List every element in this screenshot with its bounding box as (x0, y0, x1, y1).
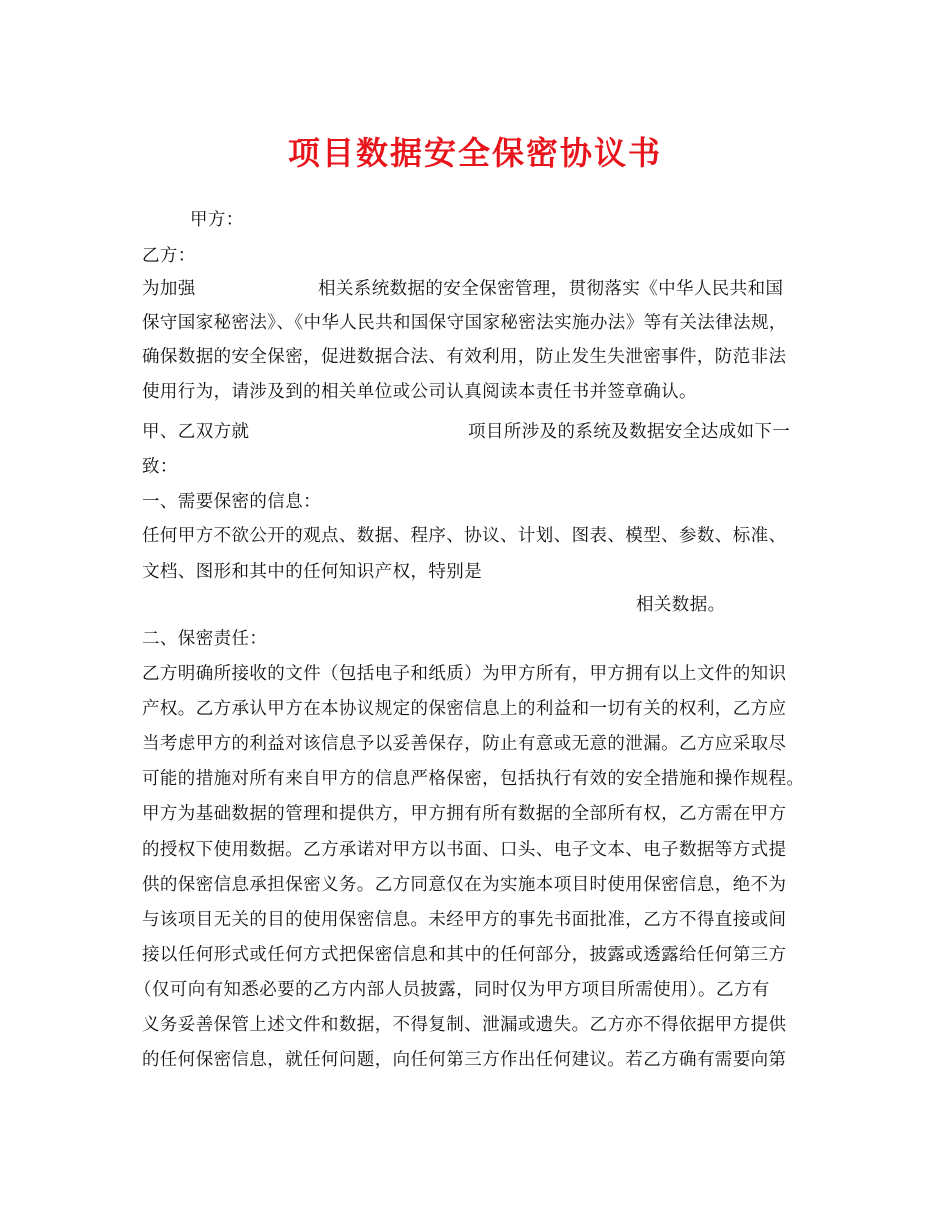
section-2-line: 义务妥善保管上述文件和数据，不得复制、泄漏或遗失。乙方亦不得依据甲方提供 (142, 1015, 787, 1035)
intro-line-1 (142, 277, 784, 301)
section-2-line: 产权。乙方承认甲方在本协议规定的保密信息上的利益和一切有关的权利，乙方应 (142, 699, 787, 719)
intro-line-3: 确保数据的安全保密，促进数据合法、有效利用，防止发生失泄密事件，防范非法 (142, 347, 787, 367)
section-1-line-2: 文档、图形和其中的任何知识产权，特别是 (142, 562, 483, 582)
agreement-line-1-end: 项目所涉及的系统及数据安全达成如下一 (468, 422, 791, 442)
section-2-line: 的授权下使用数据。乙方承诺对甲方以书面、口头、电子文本、电子数据等方式提 (142, 840, 787, 860)
page-title: 项目数据安全保密协议书 (287, 134, 662, 172)
agreement-line-1-start: 甲、乙双方就 (142, 422, 250, 442)
agreement-line-1 (142, 420, 791, 444)
section-1-heading: 一、需要保密的信息： (142, 492, 321, 512)
intro-line-1-start: 为加强 (142, 279, 196, 299)
section-2-line: 甲方为基础数据的管理和提供方，甲方拥有所有数据的全部所有权，乙方需在甲方 (142, 804, 787, 824)
party-a-label: 甲方： (190, 210, 244, 230)
section-2-line: 的任何保密信息，就任何问题，向任何第三方作出任何建议。若乙方确有需要向第 (142, 1050, 787, 1070)
section-1-line-3: 相关数据。 (636, 595, 726, 615)
section-2-line: 乙方明确所接收的文件（包括电子和纸质）为甲方所有，甲方拥有以上文件的知识 (142, 664, 787, 684)
section-2-line: 可能的措施对所有来自甲方的信息严格保密，包括执行有效的安全措施和操作规程。 (142, 769, 805, 789)
section-2-line: 当考虑甲方的利益对该信息予以妥善保存，防止有意或无意的泄漏。乙方应采取尽 (142, 734, 787, 754)
intro-line-4: 使用行为，请涉及到的相关单位或公司认真阅读本责任书并签章确认。 (142, 382, 697, 402)
section-2-heading: 二、保密责任： (142, 629, 268, 649)
section-1-line-1: 任何甲方不欲公开的观点、数据、程序、协议、计划、图表、模型、参数、标准、 (142, 526, 787, 546)
section-2-line: （仅可向有知悉必要的乙方内部人员披露，同时仅为甲方项目所需使用）。乙方有 (134, 980, 770, 1000)
section-2-line: 与该项目无关的目的使用保密信息。未经甲方的事先书面批准，乙方不得直接或间 (142, 910, 787, 930)
agreement-line-2: 致： (142, 457, 178, 477)
intro-line-2: 保守国家秘密法》、《中华人民共和国保守国家秘密法实施办法》等有关法律法规， (142, 313, 787, 333)
party-b-label: 乙方： (142, 246, 196, 266)
intro-line-1-end: 相关系统数据的安全保密管理，贯彻落实《中华人民共和国 (318, 279, 784, 299)
section-2-line: 供的保密信息承担保密义务。乙方同意仅在为实施本项目时使用保密信息，绝不为 (142, 875, 787, 895)
section-2-line: 接以任何形式或任何方式把保密信息和其中的任何部分，披露或透露给任何第三方 (142, 945, 787, 965)
